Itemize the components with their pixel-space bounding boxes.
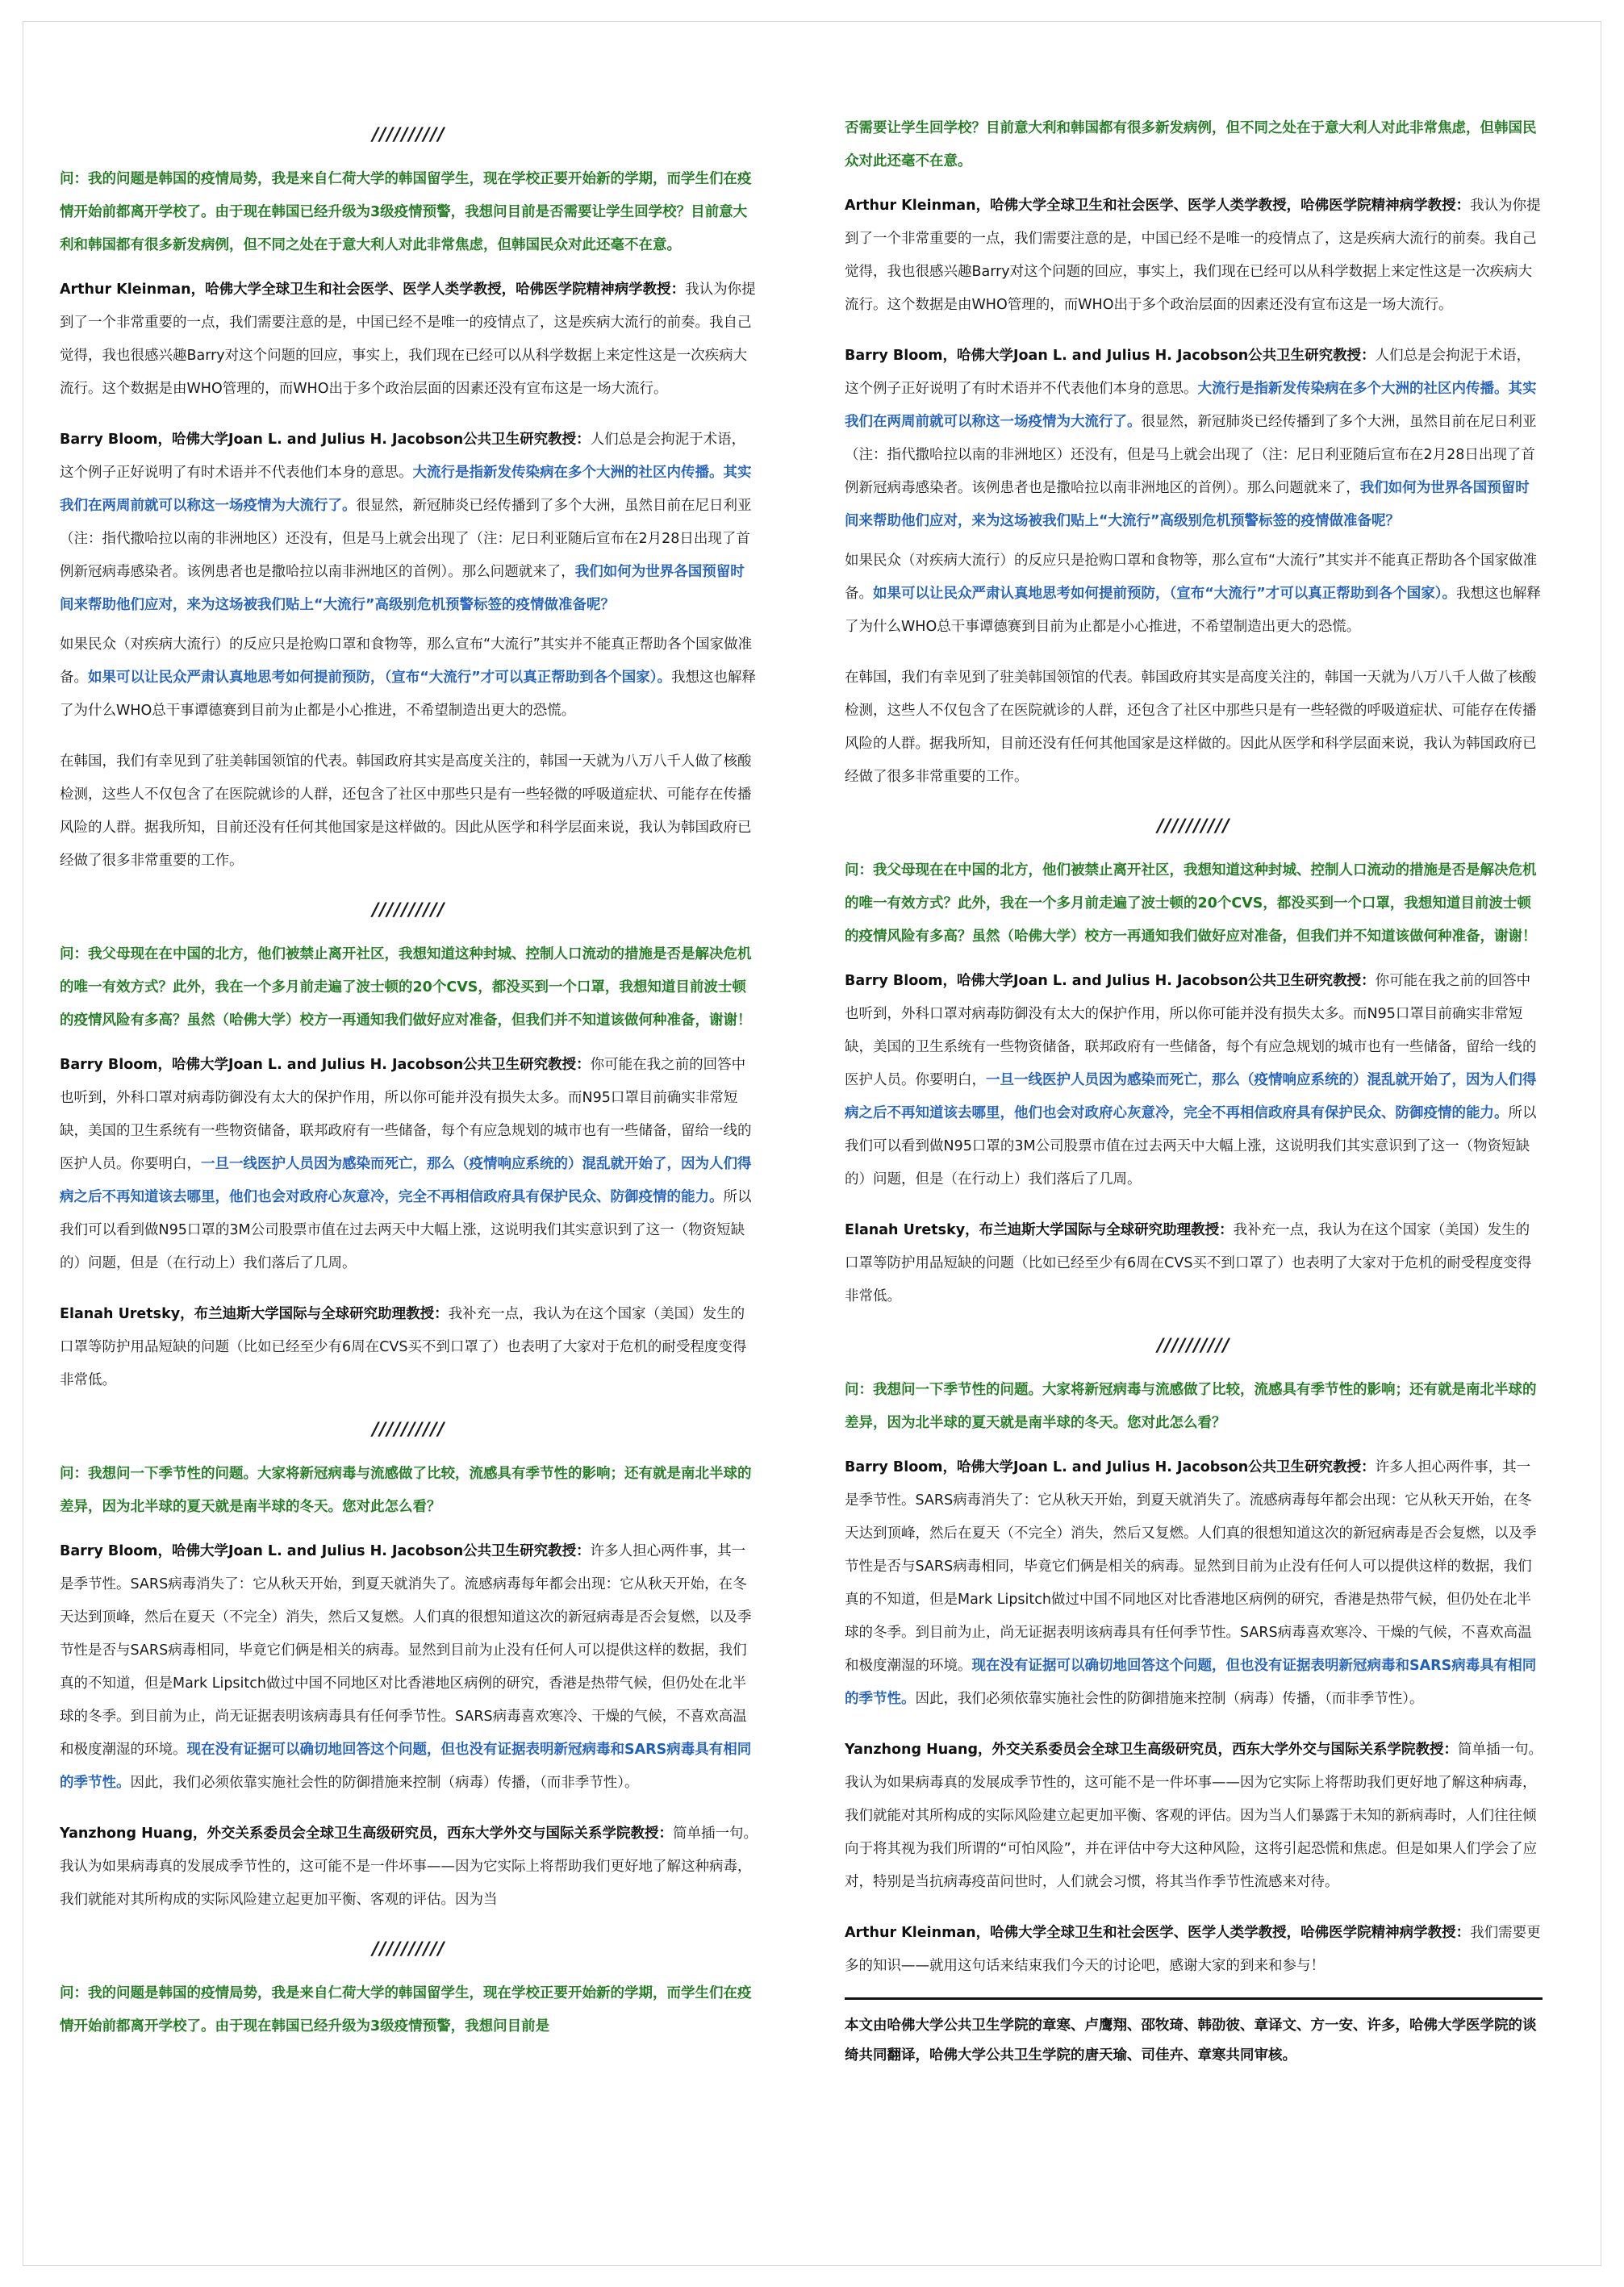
right-column: [845, 112, 1543, 2250]
answer-text: 很显然，新冠肺炎已经传播到了多个大洲，虽然目前在尼日利亚（注：指代撒哈拉以南的非洲地区）还没有，但是马上就会出现了（注：尼日利亚随后宣布在2月28日出现了首例新冠病毒感染者。该例患者也是撒哈拉以南非洲地区的首例）。那么问题就来了，: [60, 498, 752, 580]
speaker: Barry Bloom，哈佛大学Joan L. and Julius H. Jacobson公共卫生研究教授：: [845, 1459, 1376, 1475]
answer: [60, 1049, 758, 1280]
question: 否需要让学生回学校？目前意大利和韩国都有很多新发病例，但不同之处在于意大利人对此非常焦虑，但韩国民众对此还毫不在意。: [845, 120, 1537, 169]
highlight-text: 一旦一线医护人员因为感染而死亡，那么（疫情响应系统的）混乱就开始了，因为人们得病之后不再知道该去哪里，他们也会对政府心灰意冷，完全不再相信政府具有保护民众、防御疫情的能力。: [60, 1156, 752, 1205]
speaker: Arthur Kleinman，哈佛大学全球卫生和社会医学、医学人类学教授，哈佛医学院精神病学教授：: [60, 282, 686, 298]
highlight-text: 现在没有证据可以确切地回答这个问题，但也没有证据表明新冠病毒和SARS病毒具有相同的季节性。: [845, 1658, 1537, 1707]
answer: [60, 1298, 758, 1397]
answer-text: 你可能在我之前的回答中也听到，外科口罩对病毒防御没有太大的保护作用，所以你可能并没有损失太多。而N95口罩目前确实非常短缺，美国的卫生系统有一些物资储备，联邦政府有一些储备，每个有应急规划的城市也有一些储备，留给一线的医护人员。你要明白，: [60, 1057, 752, 1172]
highlight-text: 大流行是指新发传染病在多个大洲的社区内传播。其实我们在两周前就可以称这一场疫情为大流行了。: [60, 465, 752, 514]
answer: [845, 1451, 1543, 1716]
answer-text: 因此，我们必须依靠实施社会性的防御措施来控制（病毒）传播，（而非季节性）。: [130, 1775, 639, 1791]
answer: [845, 1917, 1543, 1983]
answer-text: 如果民众（对疾病大流行）的反应只是抢购口罩和食物等，那么宣布“大流行”其实并不能真正帮助各个国家做准备。: [60, 636, 753, 686]
speaker: Barry Bloom，哈佛大学Joan L. and Julius H. Jacobson公共卫生研究教授：: [60, 432, 591, 448]
answer-text: 我认为你提到了一个非常重要的一点，我们需要注意的是，中国已经不是唯一的疫情点了，这是疾病大流行的前奏。我自己觉得，我也很感兴趣Barry对这个问题的回应，事实上，我们现在已经可以从科学数据上来定性这是一次疾病大流行。这个数据是由WHO管理的，而WHO出于多个政治层面的因素还没有宣布这是一场大流行。: [845, 198, 1541, 313]
answer: 在韩国，我们有幸见到了驻美韩国领馆的代表。韩国政府其实是高度关注的，韩国一天就为八万八千人做了核酸检测，这些人不仅包含了在医院就诊的人群，还包含了社区中那些只是有一些轻微的呼吸道症状、可能存在传播风险的人群。据我所知，目前还没有任何其他国家是这样做的。因此从医学和科学层面来说，我认为韩国政府已经做了很多非常重要的工作。: [60, 753, 752, 869]
answer: [845, 1214, 1543, 1313]
section-separator: //////////: [1157, 816, 1230, 837]
section-separator: //////////: [372, 1939, 445, 1959]
answer-text: 我想这也解释了为什么WHO总干事谭德赛到目前为止都是小心推进，不希望制造出更大的恐慌。: [60, 670, 756, 719]
answer-text: 我们需要更多的知识——就用这句话来结束我们今天的讨论吧，感谢大家的到来和参与！: [845, 1925, 1541, 1974]
answer: [845, 190, 1543, 322]
highlight-text: 现在没有证据可以确切地回答这个问题，但也没有证据表明新冠病毒和SARS病毒具有相同的季节性。: [60, 1742, 752, 1791]
section-separator: //////////: [1157, 1336, 1230, 1356]
section-separator: //////////: [372, 1420, 445, 1440]
answer: [60, 424, 758, 622]
answer-text: 我补充一点，我认为在这个国家（美国）发生的口罩等防护用品短缺的问题（比如已经至少有6周在CVS买不到口罩了）也表明了大家对于危机的耐受程度变得非常低。: [60, 1306, 747, 1388]
speaker: Yanzhong Huang，外交关系委员会全球卫生高级研究员，西东大学外交与国际关系学院教授：: [845, 1742, 1458, 1758]
answer-text: 如果民众（对疾病大流行）的反应只是抢购口罩和食物等，那么宣布“大流行”其实并不能真正帮助各个国家做准备。: [845, 553, 1538, 602]
highlight-text: 如果可以让民众严肃认真地思考如何提前预防，（宣布“大流行”才可以真正帮助到各个国家）。: [873, 586, 1456, 602]
speaker: Elanah Uretsky，布兰迪斯大学国际与全球研究助理教授：: [845, 1222, 1234, 1238]
left-column: [60, 102, 758, 2240]
answer-text: 很显然，新冠肺炎已经传播到了多个大洲，虽然目前在尼日利亚（注：指代撒哈拉以南的非洲地区）还没有，但是马上就会出现了（注：尼日利亚随后宣布在2月28日出现了首例新冠病毒感染者。该例患者也是撒哈拉以南非洲地区的首例）。那么问题就来了，: [845, 414, 1537, 496]
section-separator: //////////: [372, 125, 445, 145]
answer-text: 我补充一点，我认为在这个国家（美国）发生的口罩等防护用品短缺的问题（比如已经至少有6周在CVS买不到口罩了）也表明了大家对于危机的耐受程度变得非常低。: [845, 1222, 1532, 1304]
answer-text: 人们总是会拘泥于术语，这个例子正好说明了有时术语并不代表他们本身的意思。: [845, 348, 1531, 397]
highlight-text: 大流行是指新发传染病在多个大洲的社区内传播。其实我们在两周前就可以称这一场疫情为大流行了。: [845, 381, 1537, 430]
answer-text: 许多人担心两件事，其一是季节性。SARS病毒消失了：它从秋天开始，到夏天就消失了。流感病毒每年都会出现：它从秋天开始，在冬天达到顶峰，然后在夏天（不完全）消失，然后又复燃。人们真的很想知道这次的新冠病毒是否会复燃，以及季节性是否与SARS病毒相同，毕竟它们俩是相关的病毒。显然到目前为止没有任何人可以提供这样的数据，我们真的不知道，但是Mark Lipsitch做过中国不同地区对比香港地区病例的研究，香港是热带气候，但仍处在北半球的冬季。到目前为止，尚无证据表明该病毒具有任何季节性。SARS病毒喜欢寒冷、干燥的气候，不喜欢高温和极度潮湿的环境。: [845, 1459, 1537, 1674]
answer: 在韩国，我们有幸见到了驻美韩国领馆的代表。韩国政府其实是高度关注的，韩国一天就为八万八千人做了核酸检测，这些人不仅包含了在医院就诊的人群，还包含了社区中那些只是有一些轻微的呼吸道症状、可能存在传播风险的人群。据我所知，目前还没有任何其他国家是这样做的。因此从医学和科学层面来说，我认为韩国政府已经做了很多非常重要的工作。: [845, 670, 1537, 785]
section-separator: //////////: [372, 900, 445, 920]
speaker: Barry Bloom，哈佛大学Joan L. and Julius H. Jacobson公共卫生研究教授：: [845, 348, 1376, 364]
answer: [60, 273, 758, 406]
speaker: Arthur Kleinman，哈佛大学全球卫生和社会医学、医学人类学教授，哈佛医学院精神病学教授：: [845, 198, 1471, 214]
answer: [60, 628, 758, 728]
question: 问：我父母现在在中国的北方，他们被禁止离开社区，我想知道这种封城、控制人口流动的措施是否是解决危机的唯一有效方式？此外，我在一个多月前走遍了波士顿的20个CVS，都没买到一个口罩，我想知道目前波士顿的疫情风险有多高？虽然（哈佛大学）校方一再通知我们做好应对准备，但我们并不知道该做何种准备，谢谢！: [845, 862, 1537, 945]
answer-text: 许多人担心两件事，其一是季节性。SARS病毒消失了：它从秋天开始，到夏天就消失了。流感病毒每年都会出现：它从秋天开始，在冬天达到顶峰，然后在夏天（不完全）消失，然后又复燃。人们真的很想知道这次的新冠病毒是否会复燃，以及季节性是否与SARS病毒相同，毕竟它们俩是相关的病毒。显然到目前为止没有任何人可以提供这样的数据，我们真的不知道，但是Mark Lipsitch做过中国不同地区对比香港地区病例的研究，香港是热带气候，但仍处在北半球的冬季。到目前为止，尚无证据表明该病毒具有任何季节性。SARS病毒喜欢寒冷、干燥的气候，不喜欢高温和极度潮湿的环境。: [60, 1543, 752, 1758]
highlight-text: 我们如何为世界各国预留时间来帮助他们应对，来为这场被我们贴上“大流行”高级别危机预警标签的疫情做准备呢？: [60, 564, 745, 613]
speaker: Yanzhong Huang，外交关系委员会全球卫生高级研究员，西东大学外交与国际关系学院教授：: [60, 1826, 673, 1842]
speaker: Barry Bloom，哈佛大学Joan L. and Julius H. Jacobson公共卫生研究教授：: [60, 1057, 591, 1073]
speaker: Barry Bloom，哈佛大学Joan L. and Julius H. Jacobson公共卫生研究教授：: [845, 973, 1376, 989]
answer: [845, 340, 1543, 538]
answer-text: 所以我们可以看到做N95口罩的3M公司股票市值在过去两天中大幅上涨，这说明我们其实意识到了这一（物资短缺的）问题，但是（在行动上）我们落后了几周。: [845, 1105, 1537, 1187]
question: 问：我父母现在在中国的北方，他们被禁止离开社区，我想知道这种封城、控制人口流动的措施是否是解决危机的唯一有效方式？此外，我在一个多月前走遍了波士顿的20个CVS，都没买到一个口罩，我想知道目前波士顿的疫情风险有多高？虽然（哈佛大学）校方一再通知我们做好应对准备，但我们并不知道该做何种准备，谢谢！: [60, 946, 752, 1029]
answer: [845, 1734, 1543, 1899]
answer-text: 因此，我们必须依靠实施社会性的防御措施来控制（病毒）传播，（而非季节性）。: [915, 1691, 1424, 1707]
answer-text: 我想这也解释了为什么WHO总干事谭德赛到目前为止都是小心推进，不希望制造出更大的恐慌。: [845, 586, 1541, 635]
answer: [60, 1817, 758, 1917]
speaker: Barry Bloom，哈佛大学Joan L. and Julius H. Jacobson公共卫生研究教授：: [60, 1543, 591, 1559]
answer-text: 所以我们可以看到做N95口罩的3M公司股票市值在过去两天中大幅上涨，这说明我们其实意识到了这一（物资短缺的）问题，但是（在行动上）我们落后了几周。: [60, 1189, 752, 1271]
highlight-text: 如果可以让民众严肃认真地思考如何提前预防，（宣布“大流行”才可以真正帮助到各个国家）。: [88, 670, 671, 686]
question: 问：我想问一下季节性的问题。大家将新冠病毒与流感做了比较，流感具有季节性的影响；还有就是南北半球的差异，因为北半球的夏天就是南半球的冬天。您对此怎么看？: [60, 1466, 752, 1515]
translation-credit: 本文由哈佛大学公共卫生学院的章寒、卢鹰翔、邵牧琦、韩劭彼、章译文、方一安、许多，哈佛大学医学院的谈绮共同翻译，哈佛大学公共卫生学院的唐天瑜、司佳卉、章寒共同审核。: [845, 1997, 1543, 2071]
question: 问：我的问题是韩国的疫情局势，我是来自仁荷大学的韩国留学生，现在学校正要开始新的学期，而学生们在疫情开始前都离开学校了。由于现在韩国已经升级为3级疫情预警，我想问目前是: [60, 1985, 752, 2035]
answer-text: 人们总是会拘泥于术语，这个例子正好说明了有时术语并不代表他们本身的意思。: [60, 432, 746, 481]
speaker: Arthur Kleinman，哈佛大学全球卫生和社会医学、医学人类学教授，哈佛医学院精神病学教授：: [845, 1925, 1471, 1941]
document-page: [23, 21, 1601, 2266]
answer: [60, 1535, 758, 1800]
highlight-text: 我们如何为世界各国预留时间来帮助他们应对，来为这场被我们贴上“大流行”高级别危机预警标签的疫情做准备呢？: [845, 480, 1530, 529]
answer-text: 你可能在我之前的回答中也听到，外科口罩对病毒防御没有太大的保护作用，所以你可能并没有损失太多。而N95口罩目前确实非常短缺，美国的卫生系统有一些物资储备，联邦政府有一些储备，每个有应急规划的城市也有一些储备，留给一线的医护人员。你要明白，: [845, 973, 1537, 1088]
answer: [845, 965, 1543, 1196]
answer-text: 简单插一句。我认为如果病毒真的发展成季节性的，这可能不是一件坏事——因为它实际上将帮助我们更好地了解这种病毒，我们就能对其所构成的实际风险建立起更加平衡、客观的评估。因为当: [60, 1826, 758, 1908]
answer: [845, 545, 1543, 644]
answer-text: 我认为你提到了一个非常重要的一点，我们需要注意的是，中国已经不是唯一的疫情点了，这是疾病大流行的前奏。我自己觉得，我也很感兴趣Barry对这个问题的回应，事实上，我们现在已经可以从科学数据上来定性这是一次疾病大流行。这个数据是由WHO管理的，而WHO出于多个政治层面的因素还没有宣布这是一场大流行。: [60, 282, 756, 397]
question: 问：我想问一下季节性的问题。大家将新冠病毒与流感做了比较，流感具有季节性的影响；还有就是南北半球的差异，因为北半球的夏天就是南半球的冬天。您对此怎么看？: [845, 1382, 1537, 1431]
question: 问：我的问题是韩国的疫情局势，我是来自仁荷大学的韩国留学生，现在学校正要开始新的学期，而学生们在疫情开始前都离开学校了。由于现在韩国已经升级为3级疫情预警，我想问目前是否需要让学生回学校？目前意大利和韩国都有很多新发病例，但不同之处在于意大利人对此非常焦虑，但韩国民众对此还毫不在意。: [60, 171, 752, 253]
answer-text: 简单插一句。我认为如果病毒真的发展成季节性的，这可能不是一件坏事——因为它实际上将帮助我们更好地了解这种病毒，我们就能对其所构成的实际风险建立起更加平衡、客观的评估。因为当人们暴露于未知的新病毒时，人们往往倾向于将其视为我们所谓的“可怕风险”，并在评估中夸大这种风险，这将引起恐慌和焦虑。但是如果人们学会了应对，特别是当抗病毒疫苗问世时，人们就会习惯，将其当作季节性流感来对待。: [845, 1742, 1543, 1890]
speaker: Elanah Uretsky，布兰迪斯大学国际与全球研究助理教授：: [60, 1306, 449, 1322]
highlight-text: 一旦一线医护人员因为感染而死亡，那么（疫情响应系统的）混乱就开始了，因为人们得病之后不再知道该去哪里，他们也会对政府心灰意冷，完全不再相信政府具有保护民众、防御疫情的能力。: [845, 1072, 1537, 1121]
